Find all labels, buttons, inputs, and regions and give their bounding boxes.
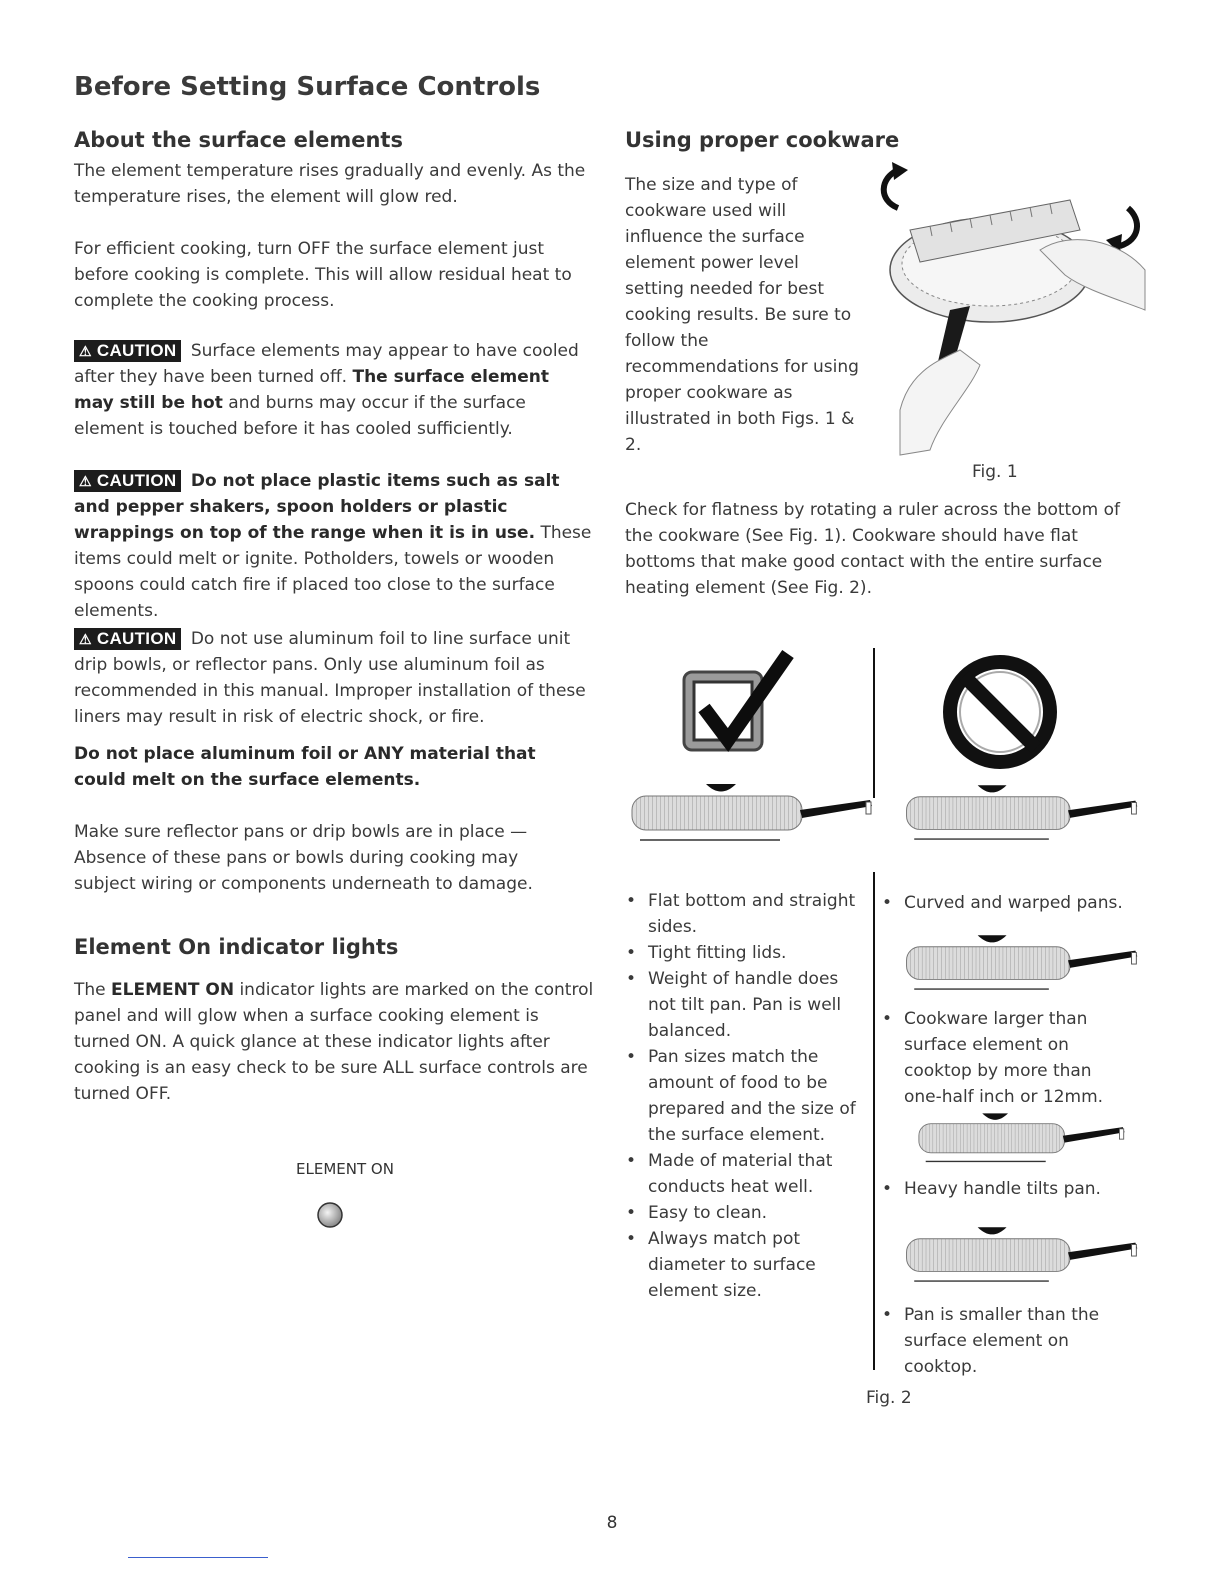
list-item: • Cookware larger than surface element on cooktop by more than one-half inch or 12mm. <box>880 1006 1130 1110</box>
list-item: • Always match pot diameter to surface element size. <box>624 1226 864 1304</box>
good-pan-illustration <box>620 780 880 850</box>
indicator-text-a: The <box>74 980 106 1000</box>
indicator-bold: ELEMENT ON <box>111 980 235 1000</box>
bad-item-4 <box>880 1302 1130 1380</box>
caution-badge: ⚠ CAUTION <box>74 628 181 650</box>
warped-pan-illustration <box>895 780 1145 850</box>
bad-item-3 <box>880 1176 1150 1202</box>
fig2-divider-bottom <box>873 872 875 1370</box>
fig1-ruler-illustration <box>870 160 1150 460</box>
foil-warning: Do not place aluminum foil or ANY material that could melt on the surface elements. <box>74 744 536 790</box>
small-pan-illustration <box>895 1222 1145 1292</box>
list-item: • Flat bottom and straight sides. <box>624 888 864 940</box>
list-item: • Curved and warped pans. <box>880 890 1150 916</box>
reflector-pans-paragraph: Make sure reflector pans or drip bowls are in place — Absence of these pans or bowls during cooking may subject wiring or components underneath to damage. <box>74 822 533 894</box>
caution-block-1 <box>74 338 594 442</box>
indicator-light-icon <box>315 1200 345 1230</box>
surface-p2: For efficient cooking, turn OFF the surface element just before cooking is complete. This will allow residual heat to complete the cooking process. <box>74 239 572 311</box>
caution3-text: Do not use aluminum foil to line surface unit drip bowls, or reflector pans. Only use aluminum foil as recommended in this manual. Improper installation of these liners may result in risk of electric shock, or fire. <box>74 629 586 727</box>
caution-badge: ⚠ CAUTION <box>74 340 181 362</box>
page-number: 8 <box>606 1513 618 1533</box>
cookware-heading: Using proper cookware <box>625 128 900 152</box>
list-item: • Pan is smaller than the surface element on cooktop. <box>880 1302 1130 1380</box>
caution-badge: ⚠ CAUTION <box>74 470 181 492</box>
caution1-text-b: and burns may occur if the surface element is touched before it has cooled sufficiently. <box>74 393 526 439</box>
fig2-caption: Fig. 2 <box>866 1388 912 1408</box>
caution-block-2 <box>74 468 594 624</box>
element-on-label: ELEMENT ON <box>296 1160 394 1178</box>
surface-elements-heading: About the surface elements <box>74 128 403 152</box>
list-item: • Tight fitting lids. <box>624 940 864 966</box>
rotate-arrow-icon <box>1120 208 1137 246</box>
cookware-paragraph: The size and type of cookware used will influence the surface element power level setting needed for best cooking results. Be sure to follow the recommendations for using proper cookware as illustrated in both Figs. 1 & 2. <box>625 175 859 455</box>
surface-p1: The element temperature rises gradually and evenly. As the temperature rises, the element will glow red. <box>74 161 586 207</box>
warning-triangle-icon: ⚠ <box>79 343 92 359</box>
caution1-bold: The surface element may still be hot <box>74 367 549 413</box>
footer-rule <box>128 1557 268 1558</box>
list-item: • Easy to clean. <box>624 1200 864 1226</box>
warning-triangle-icon: ⚠ <box>79 631 92 647</box>
heavy-handle-pan-illustration <box>895 1110 1145 1170</box>
bad-item-1 <box>880 890 1150 916</box>
large-pan-illustration <box>895 930 1145 1000</box>
fig2-divider-top <box>873 648 875 798</box>
element-on-heading: Element On indicator lights <box>74 935 399 959</box>
caution2-bold: Do not place plastic items such as salt and pepper shakers, spoon holders or plastic wrappings on top of the range when it is in use. <box>74 471 560 543</box>
list-item: • Weight of handle does not tilt pan. Pan is well balanced. <box>624 966 864 1044</box>
fig1-caption: Fig. 1 <box>972 462 1018 482</box>
warning-triangle-icon: ⚠ <box>79 473 92 489</box>
list-item: • Heavy handle tilts pan. <box>880 1176 1150 1202</box>
checkmark-icon <box>676 648 796 758</box>
bad-item-2 <box>880 1006 1130 1110</box>
indicator-text-b: indicator lights are marked on the control panel and will glow when a surface cooking element is turned ON. A quick glance at these indicator lights after cooking is an easy check to be sure ALL surface controls are turned OFF. <box>74 980 594 1104</box>
caution2-text: These items could melt or ignite. Potholders, towels or wooden spoons could catch fire if placed too close to the surface elements. <box>74 523 592 621</box>
element-on-paragraph <box>74 977 594 1107</box>
page-title: Before Setting Surface Controls <box>74 72 541 102</box>
list-item: • Pan sizes match the amount of food to be prepared and the size of the surface element. <box>624 1044 864 1148</box>
caution1-text-a: Surface elements may appear to have cooled after they have been turned off. <box>74 341 579 387</box>
prohibited-icon <box>940 652 1060 772</box>
caution-block-3 <box>74 626 594 730</box>
list-item: • Made of material that conducts heat well. <box>624 1148 864 1200</box>
flatness-paragraph: Check for flatness by rotating a ruler across the bottom of the cookware (See Fig. 1). Cookware should have flat bottoms that make good contact with the entire surface heating element (See Fig. 2). <box>625 500 1120 598</box>
good-cookware-list <box>624 888 864 1304</box>
